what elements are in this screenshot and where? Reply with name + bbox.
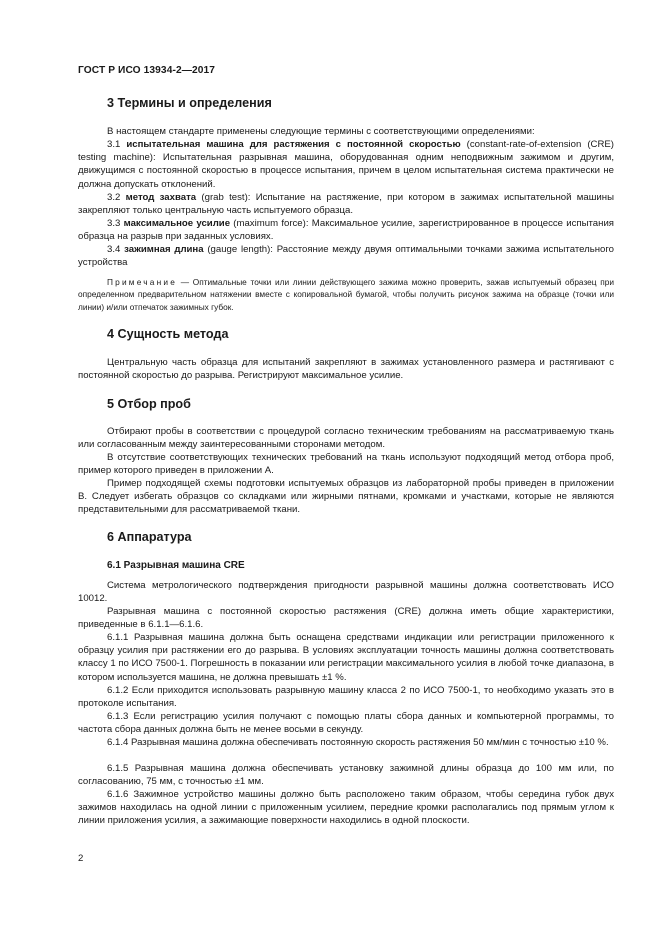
note-text: — Оптимальные точки или линии действующего зажима можно проверить, зажав испытуемый образец при определенном предварительном натяжении вместе с копировальной бумагой, чтобы получить рисунок зажима на образце (точки или линии) и/или отпечаток зажимных губок.: [78, 277, 614, 312]
section-6-heading: 6 Аппаратура: [107, 530, 192, 544]
term-definition: (maximum force): Максимальное усилие, зарегистрированное в процессе испытания образца на разрыв при заданных условиях.: [78, 218, 614, 243]
page-number: 2: [78, 853, 84, 864]
section-4-heading: 4 Сущность метода: [107, 327, 229, 341]
section-6-paragraph-2: Разрывная машина с постоянной скоростью растяжения (CRE) должна иметь общие характеристики, приведенные в 6.1.1—6.1.6.: [78, 606, 614, 631]
term-3-3: [78, 217, 614, 243]
section-4-paragraph: Центральную часть образца для испытаний закрепляют в зажимах установленного размера и растягивают с постоянной скоростью до разрыва. Регистрируют максимальное усилие.: [78, 357, 614, 382]
term-name: максимальное усилие: [123, 218, 231, 229]
clause-6-1-2: 6.1.2 Если приходится использовать разрывную машину класса 2 по ИСО 7500-1, то необходимо указать это в протоколе испытания.: [78, 685, 614, 710]
section-5-paragraph-1: Отбирают пробы в соответствии с процедурой согласно техническим требованиям на рассматриваемую ткань или согласованным между заинтересованными сторонами методом.: [78, 426, 614, 451]
clause-6-1-5: 6.1.5 Разрывная машина должна обеспечивать установку зажимной длины образца до 100 мм или, по согласованию, 75 мм, с точностью ±1 мм.: [78, 763, 614, 788]
term-name: испытательная машина для растяжения с постоянной скоростью: [126, 139, 461, 150]
section-6-paragraph-1: Система метрологического подтверждения пригодности разрывной машины должна соответствовать ИСО 10012.: [78, 580, 614, 605]
subsection-6-1-heading: 6.1 Разрывная машина CRE: [107, 560, 245, 571]
term-number: 3.2: [107, 192, 126, 203]
clause-6-1-6: 6.1.6 Зажимное устройство машины должно быть расположено таким образом, чтобы середина губок двух зажимов находилась на одной линии с приложенным усилием, передние кромки располагались под прямым углом к линии приложения усилия, а зажимающие поверхности находились в одной плоскости.: [78, 789, 614, 827]
clause-6-1-1: 6.1.1 Разрывная машина должна быть оснащена средствами индикации или регистрации приложенного к образцу усилия при растяжении его до разрыва. В условиях эксплуатации точность машины должна соответствовать классу 1 по ИСО 7500-1. Погрешность в показании или регистрации максимального усилия в любой точке диапазона, в котором используется машина, не должна превышать ±1 %.: [78, 632, 614, 683]
term-3-4: [78, 243, 614, 269]
term-name: зажимная длина: [124, 244, 204, 255]
note: [78, 276, 614, 313]
section-3-heading: 3 Термины и определения: [107, 96, 272, 110]
term-3-2: [78, 191, 614, 217]
section-5-heading: 5 Отбор проб: [107, 397, 191, 411]
note-label: Примечание: [107, 277, 178, 287]
term-number: 3.1: [107, 139, 127, 150]
term-3-1: [78, 138, 614, 191]
section-5-paragraph-2: В отсутствие соответствующих технических требований на ткань используют подходящий метод отбора проб, пример которого приведен в приложении А.: [78, 452, 614, 477]
clause-6-1-4: 6.1.4 Разрывная машина должна обеспечивать постоянную скорость растяжения 50 мм/мин с точностью ±10 %.: [107, 737, 609, 748]
clause-6-1-3: 6.1.3 Если регистрацию усилия получают с помощью платы сбора данных и компьютерной программы, то частота сбора данных должна быть не менее восьми в секунду.: [78, 711, 614, 736]
term-number: 3.4: [107, 244, 125, 255]
section-5-paragraph-3: Пример подходящей схемы подготовки испытуемых образцов из лабораторной пробы приведен в приложении В. Следует избегать образцов со складками или жирными пятнами, кромками и участками, которые не являются представительными для рассматриваемой ткани.: [78, 478, 614, 516]
term-number: 3.3: [107, 218, 124, 229]
term-definition: (constant-rate-of-extension (CRE) testing machine): Испытательная разрывная машина, оборудованная одним неподвижным зажимом и другим, движущимся с постоянной скоростью в процессе испытания, причем в целом испытательная система практически не должна допускать отклонений.: [78, 139, 614, 190]
term-definition: (gauge length): Расстояние между двумя оптимальными точками зажима испытательного устройства: [78, 244, 614, 269]
document-header: ГОСТ Р ИСО 13934-2—2017: [78, 65, 216, 76]
term-definition: (grab test): Испытание на растяжение, при котором в зажимах испытательной машины закрепляют только центральную часть испытуемого образца.: [78, 192, 614, 217]
section-3-intro: В настоящем стандарте применены следующие термины с соответствующими определениями:: [107, 126, 535, 137]
term-name: метод захвата: [125, 192, 197, 203]
